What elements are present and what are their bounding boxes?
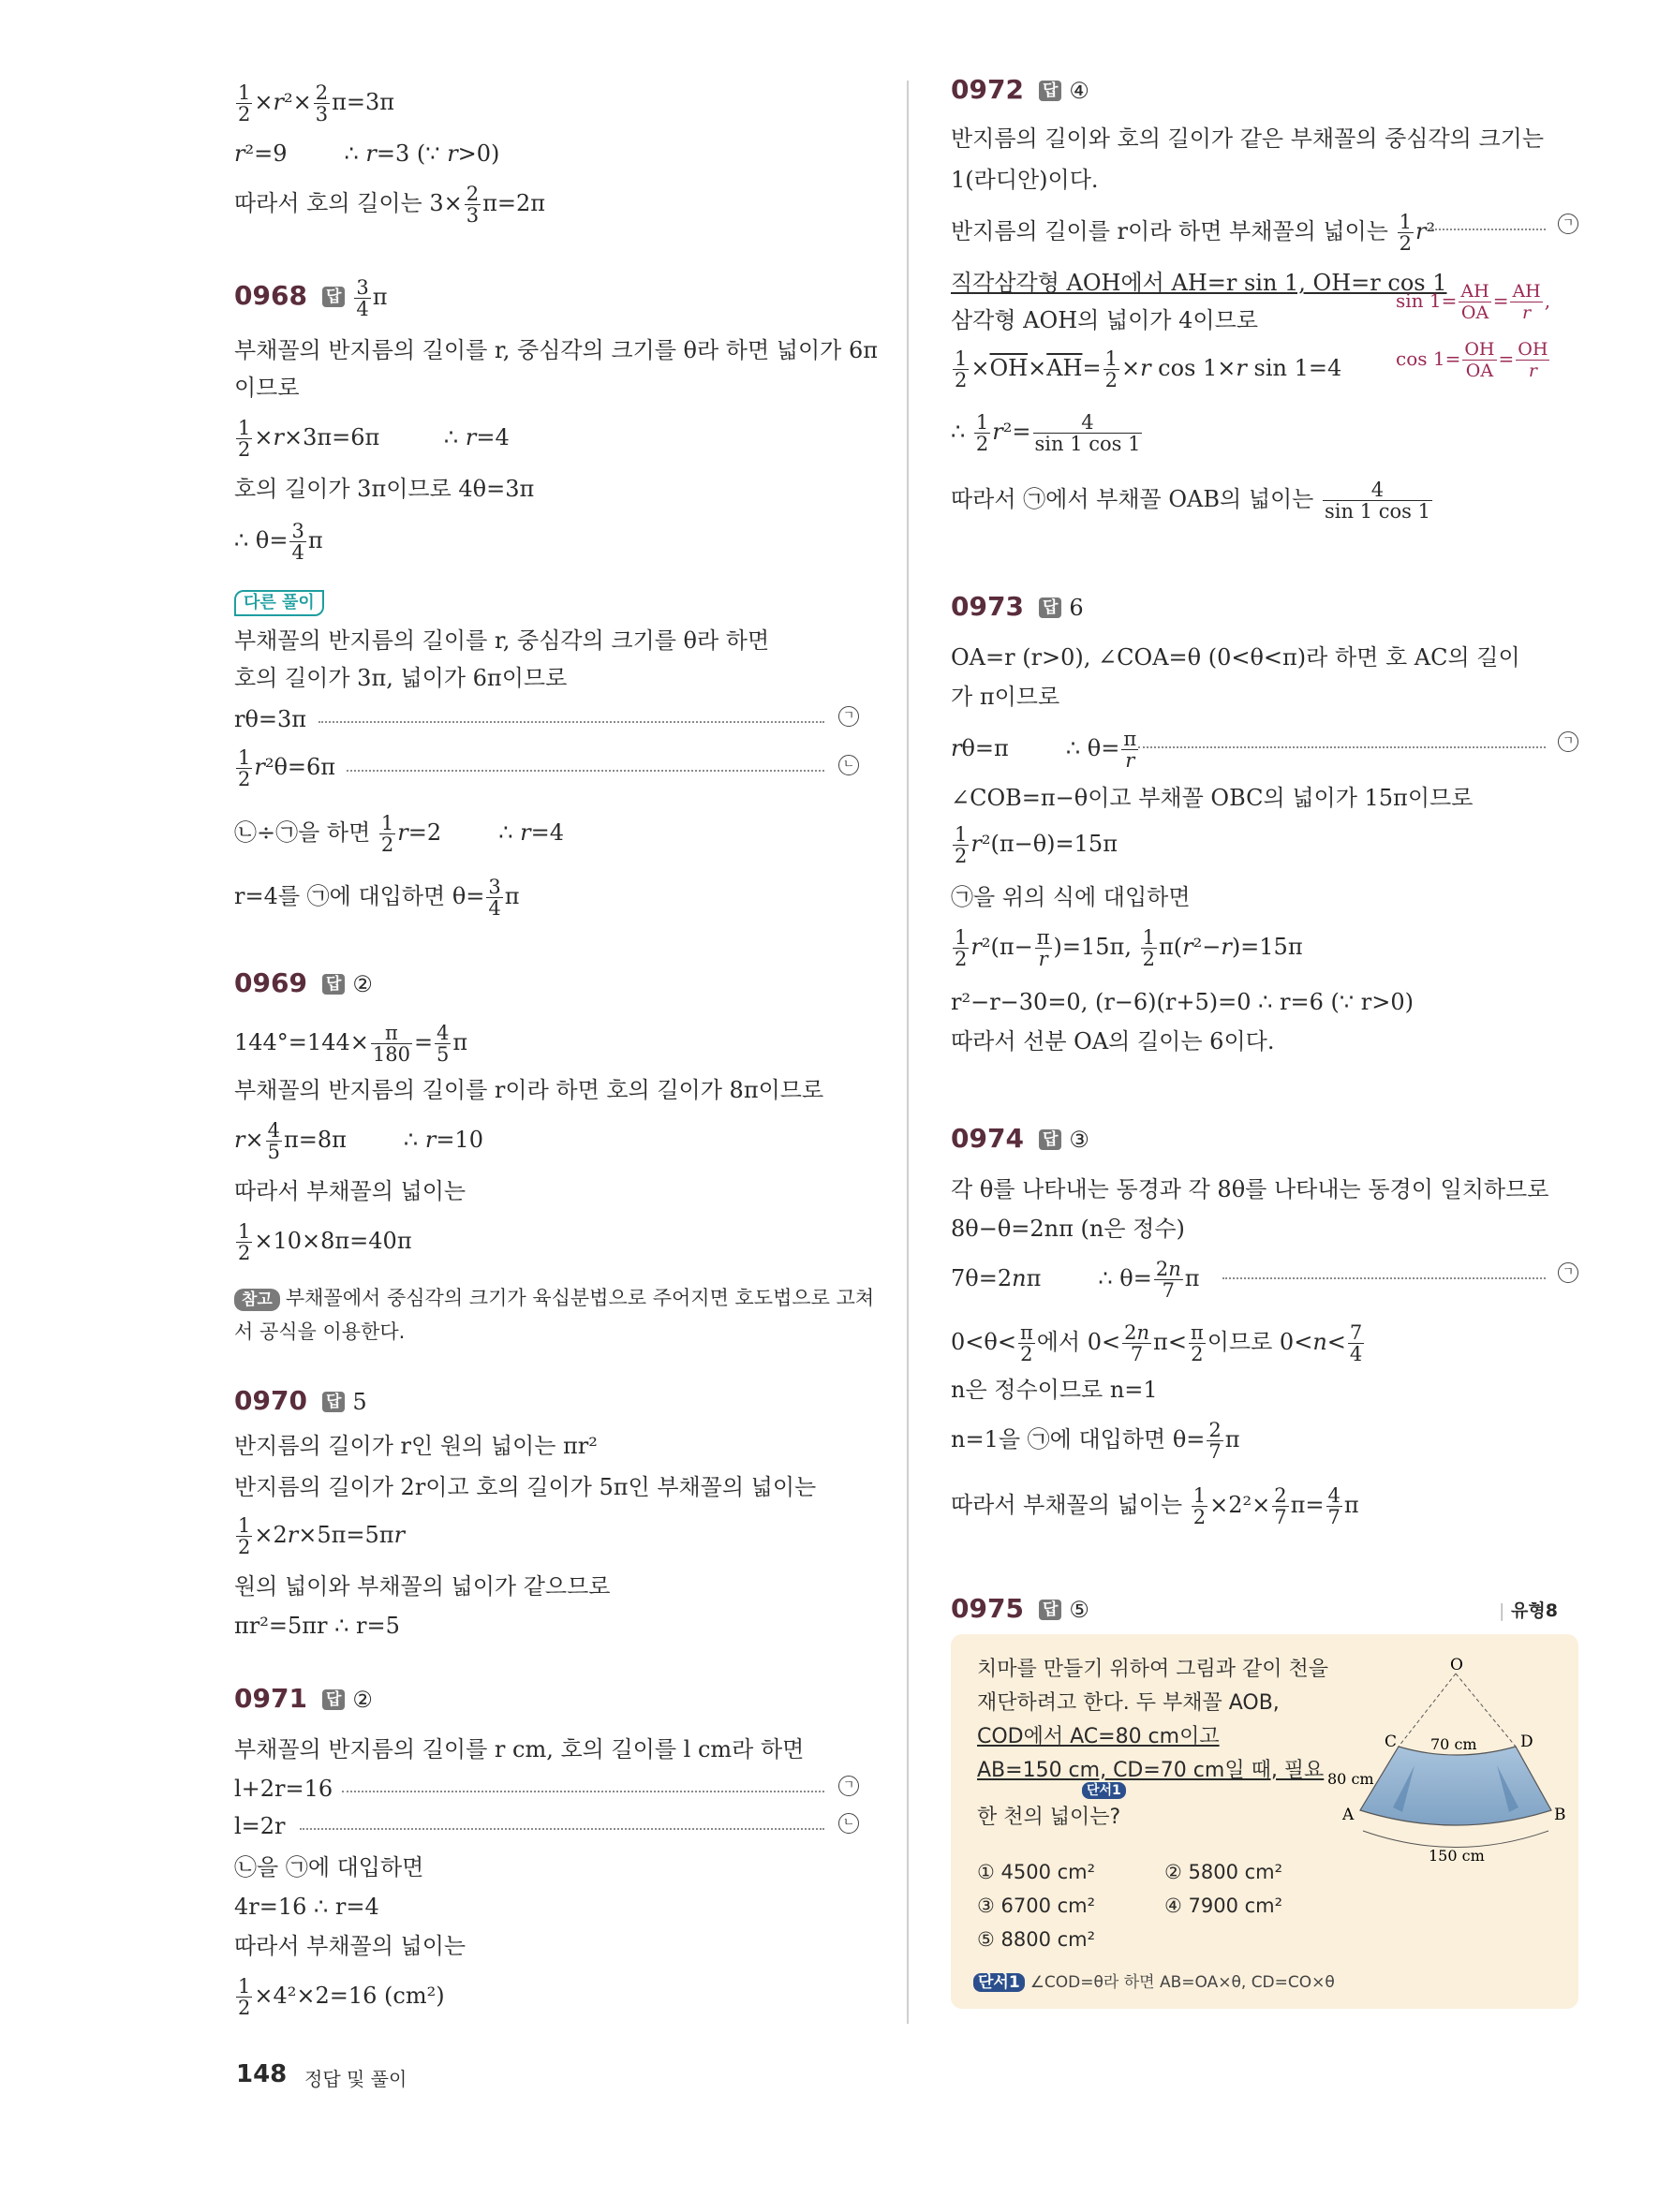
hint-line: 단서1 ∠COD=θ라 하면 AB=OA×θ, CD=CO×θ: [973, 1968, 1335, 1998]
reference-note-cont: 서 공식을 이용한다.: [234, 1320, 406, 1343]
dotted-leader: [347, 770, 824, 772]
side-note-cos: cos 1= $\frac{OH}{OA}$ = $\frac{OH}{r}$: [1396, 339, 1548, 381]
option-4: ④ 7900 cm²: [1164, 1895, 1283, 1917]
math-line: ∴ θ= $\frac{3}{4}$ π: [234, 520, 323, 564]
side-note-sin: sin 1= $\frac{AH}{OA}$ = $\frac{AH}{r}$ ,: [1396, 281, 1551, 323]
question-line: 치마를 만들기 위하여 그림과 같이 천을: [977, 1658, 1328, 1681]
text-line: ㉠을 위의 식에 대입하면: [951, 884, 1191, 910]
math-line: 따라서 부채꼴의 넓이는 $\frac{1}{2}$ ×2²× $\frac{2}{7}$ π= $\frac{4}{7}$ π: [951, 1484, 1359, 1528]
circled-mark-1: ㄱ: [838, 706, 859, 727]
reference-note: 참고 부채꼴에서 중심각의 크기가 육십분법으로 주어지면 호도법으로 고쳐: [234, 1283, 874, 1313]
label-ab-length: 150 cm: [1429, 1847, 1485, 1865]
math-line: $\frac{1}{2}$ ×r²× $\frac{2}{3}$ π=3π: [238, 81, 395, 125]
alt-solution-badge: 다른 풀이: [234, 590, 324, 616]
text-line: 직각삼각형 AOH에서 AH=r sin 1, OH=r cos 1: [951, 270, 1447, 296]
problem-header-0972: 0972 답 ④: [951, 74, 1089, 105]
math-line: $\frac{1}{2}$ ×2r×5π=5πr: [238, 1514, 406, 1558]
text-line: ∠COB=π−θ이고 부채꼴 OBC의 넓이가 15π이므로: [951, 785, 1474, 811]
label-c: C: [1385, 1733, 1398, 1751]
dotted-leader: [300, 1828, 824, 1830]
text-line: 따라서 호의 길이는 3× $\frac{2}{3}$ π=2π: [234, 183, 546, 227]
column-divider: [907, 81, 909, 2024]
option-2: ② 5800 cm²: [1164, 1861, 1283, 1883]
math-line: 따라서 ㉠에서 부채꼴 OAB의 넓이는 $\frac{4}{\sin 1 \cos 1}$: [951, 479, 1430, 523]
question-line: COD에서 AC=80 cm이고: [977, 1725, 1220, 1748]
problem-header-0968: 0968 답 $\frac{3}{4}$ π: [234, 276, 388, 320]
text-line: 호의 길이가 3π이므로 4θ=3π: [234, 476, 535, 502]
dotted-leader: [342, 1791, 824, 1792]
problem-header-0969: 0969 답 ②: [234, 967, 373, 998]
text-line: 반지름의 길이가 r인 원의 넓이는 πr²: [234, 1433, 598, 1459]
type-tag: | 유형8: [1499, 1600, 1558, 1621]
question-line: AB=150 cm, CD=70 cm일 때, 필요: [977, 1759, 1325, 1782]
option-3: ③ 6700 cm²: [977, 1895, 1096, 1917]
math-line: r²−r−30=0, (r−6)(r+5)=0 ∴ r=6 (∵ r>0): [951, 989, 1414, 1015]
question-line: 재단하려고 한다. 두 부채꼴 AOB,: [977, 1691, 1280, 1715]
math-line: 144°=144× $\frac{\pi}{180}$ = $\frac{4}{5}$ π: [234, 1022, 468, 1066]
math-line: $\frac{1}{2}$ $\times\overline{OH}\times\overline{AH}=$ $\frac{1}{2}$ ×r cos 1×r sin 1=4: [955, 347, 1342, 391]
math-line: r× $\frac{4}{5}$ π=8π ∴ r=10: [234, 1119, 483, 1163]
option-1: ① 4500 cm²: [977, 1861, 1096, 1883]
option-5: ⑤ 8800 cm²: [977, 1928, 1096, 1951]
math-line: $\frac{1}{2}$ ×4²×2=16 (cm²): [238, 1975, 445, 2019]
math-line: πr²=5πr ∴ r=5: [234, 1613, 400, 1639]
text-line: 호의 길이가 3π, 넓이가 6π이므로: [234, 665, 568, 691]
dotted-leader: [318, 721, 824, 723]
math-line: 7θ=2nπ ∴ θ= $\frac{2n}{7}$ π: [951, 1258, 1200, 1302]
math-line: 4r=16 ∴ r=4: [234, 1894, 379, 1920]
dotted-leader: [1429, 229, 1546, 230]
text-line: 각 θ를 나타내는 동경과 각 8θ를 나타내는 동경이 일치하므로: [951, 1176, 1549, 1202]
text-line: 부채꼴의 반지름의 길이를 r cm, 호의 길이를 l cm라 하면: [234, 1736, 805, 1762]
math-line: l+2r=16: [234, 1776, 333, 1802]
text-line: 가 π이므로: [951, 684, 1060, 710]
math-line: $\frac{1}{2}$ ×r×3π=6π ∴ r=4: [238, 417, 510, 461]
label-a: A: [1342, 1806, 1355, 1824]
dotted-leader: [1138, 746, 1546, 748]
problem-box-0975: [951, 1634, 1578, 2009]
text-line: 1(라디안)이다.: [951, 167, 1099, 193]
fan-figure: [1326, 1653, 1569, 1868]
question-line: 한 천의 넓이는?: [977, 1806, 1121, 1829]
label-cd-length: 70 cm: [1430, 1735, 1477, 1753]
label-ac-length: 80 cm: [1327, 1770, 1374, 1788]
text-line: OA=r (r>0), ∠COA=θ (0<θ<π)라 하면 호 AC의 길이: [951, 644, 1520, 671]
dotted-leader: [1222, 1277, 1546, 1279]
text-line: 반지름의 길이와 호의 길이가 같은 부채꼴의 중심각의 크기는: [951, 125, 1545, 152]
problem-header-0970: 0970 답 5: [234, 1385, 367, 1416]
text-line: 따라서 부채꼴의 넓이는: [234, 1933, 467, 1959]
math-line: r²=9 ∴ r=3 (∵ r>0): [234, 140, 500, 167]
text-line: 부채꼴의 반지름의 길이를 r, 중심각의 크기를 θ라 하면: [234, 627, 770, 654]
math-line: l=2r: [234, 1813, 286, 1839]
text-line: 이므로: [234, 375, 300, 401]
text-line: 부채꼴의 반지름의 길이를 r, 중심각의 크기를 θ라 하면 넓이가 6π: [234, 337, 879, 363]
hint-badge: 단서1: [1082, 1782, 1126, 1799]
text-line: 8θ−θ=2nπ (n은 정수): [951, 1216, 1185, 1242]
page-number: 148: [236, 2060, 288, 2088]
text-line: 반지름의 길이가 2r이고 호의 길이가 5π인 부채꼴의 넓이는: [234, 1474, 817, 1500]
problem-header-0973: 0973 답 6: [951, 591, 1084, 622]
math-line: 반지름의 길이를 r이라 하면 부채꼴의 넓이는 $\frac{1}{2}$ r²: [951, 211, 1436, 255]
circled-mark-1: ㄱ: [1558, 214, 1578, 234]
math-line: ㉡÷㉠을 하면 $\frac{1}{2}$ r=2 ∴ r=4: [234, 812, 564, 856]
text-line: 부채꼴의 반지름의 길이를 r이라 하면 호의 길이가 8π이므로: [234, 1077, 824, 1103]
math-line: n=1을 ㉠에 대입하면 θ= $\frac{2}{7}$ π: [951, 1419, 1240, 1463]
circled-mark-2: ㄴ: [838, 755, 859, 775]
math-line: $\frac{1}{2}$ r²(π− $\frac{\pi}{r}$ )=15π, $\frac{1}{2}$ π(r²−r)=15π: [955, 926, 1303, 970]
circled-mark-1: ㄱ: [838, 1776, 859, 1796]
math-line: r=4를 ㉠에 대입하면 θ= $\frac{3}{4}$ π: [234, 876, 520, 920]
label-o: O: [1450, 1656, 1463, 1674]
math-line: rθ=π ∴ θ= $\frac{\pi}{r}$: [951, 728, 1137, 772]
math-line: $\frac{1}{2}$ ×10×8π=40π: [238, 1220, 412, 1264]
label-d: D: [1520, 1733, 1533, 1751]
math-line: $\frac{1}{2}$ r²θ=6π: [238, 746, 336, 790]
fabric-shape: [1360, 1747, 1551, 1825]
math-line: ∴ $\frac{1}{2}$ r²= $\frac{4}{\sin 1 \cos 1}$: [951, 411, 1141, 455]
text-line: n은 정수이므로 n=1: [951, 1377, 1158, 1403]
text-line: 따라서 선분 OA의 길이는 6이다.: [951, 1028, 1275, 1054]
problem-header-0975: 0975 답 ⑤: [951, 1593, 1089, 1624]
circled-mark-1: ㄱ: [1558, 731, 1578, 752]
footer-label: 정답 및 풀이: [304, 2068, 407, 2090]
text-line: 삼각형 AOH의 넓이가 4이므로: [951, 307, 1258, 333]
problem-header-0971: 0971 답 ②: [234, 1683, 373, 1714]
label-b: B: [1554, 1806, 1566, 1824]
math-line: $\frac{1}{2}$ r²(π−θ)=15π: [955, 823, 1118, 867]
text-line: 따라서 부채꼴의 넓이는: [234, 1178, 467, 1204]
text-line: ㉡을 ㉠에 대입하면: [234, 1854, 424, 1880]
circled-mark-1: ㄱ: [1558, 1262, 1578, 1283]
math-line: 0<θ< $\frac{\pi}{2}$ 에서 0< $\frac{2n}{7}$ π< $\frac{\pi}{2}$ 이므로 0<n< $\frac{7}{4}$: [951, 1321, 1363, 1365]
math-line: rθ=3π: [234, 706, 307, 732]
circled-mark-2: ㄴ: [838, 1813, 859, 1834]
problem-header-0974: 0974 답 ③: [951, 1123, 1089, 1154]
text-line: 원의 넓이와 부채꼴의 넓이가 같으므로: [234, 1573, 611, 1600]
